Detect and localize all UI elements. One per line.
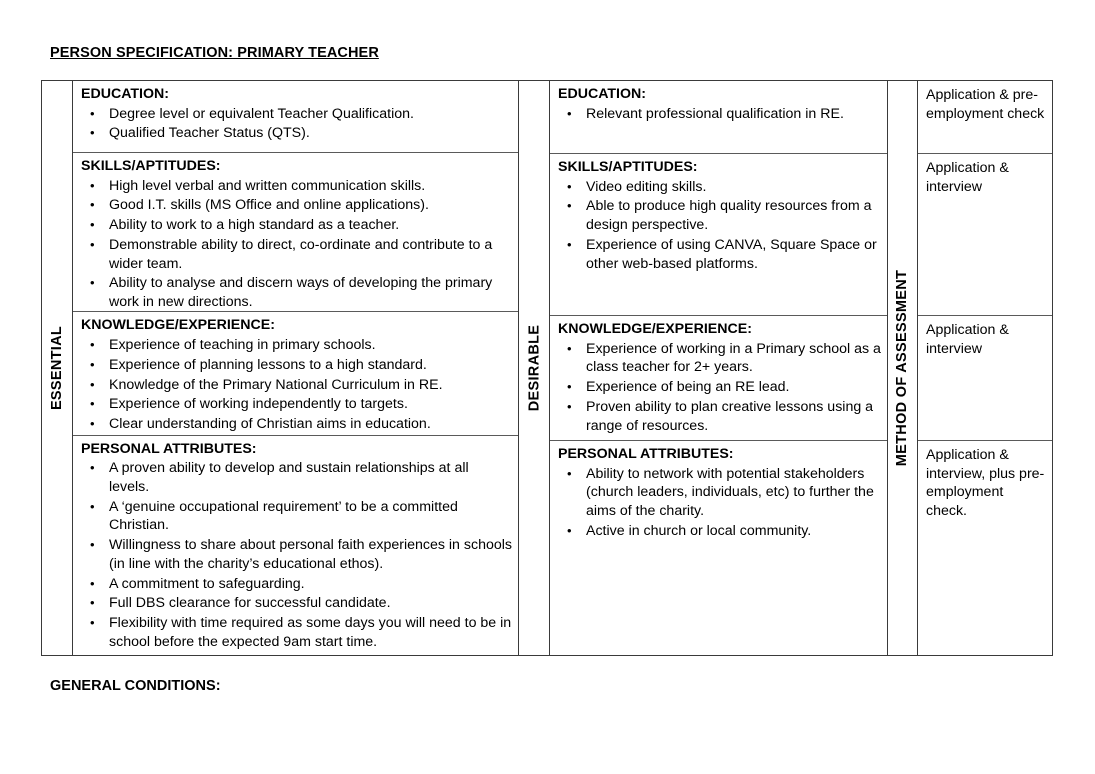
desirable-column-label: DESIRABLE	[526, 324, 542, 412]
desirable-skills-cell	[550, 154, 887, 316]
list-item: • Active in church or local community.	[558, 522, 881, 541]
section-heading-personal-essential: PERSONAL ATTRIBUTES:	[81, 440, 257, 457]
essential-personal-cell	[73, 436, 518, 655]
list-item: • Knowledge of the Primary National Curriculum in RE.	[81, 376, 512, 395]
list-item: • Experience of working independently to targets.	[81, 395, 512, 414]
assessment-method-text: Application & interview, plus pre-employment check.	[926, 447, 1045, 520]
list-item: • Full DBS clearance for successful candidate.	[81, 594, 512, 613]
list-item: • A proven ability to develop and sustain relationships at all levels.	[81, 459, 512, 496]
section-heading-knowledge-essential: KNOWLEDGE/EXPERIENCE:	[81, 317, 275, 334]
list-item: • A ‘genuine occupational requirement’ to be a committed Christian.	[81, 498, 512, 535]
list-item: • Experience of being an RE lead.	[558, 378, 881, 397]
assessment-education-cell	[918, 81, 1052, 154]
list-item: • Video editing skills.	[558, 178, 881, 197]
list-item: • Demonstrable ability to direct, co-ordinate and contribute to a wider team.	[81, 236, 512, 273]
list-item: • Ability to analyse and discern ways of developing the primary work in new directions.	[81, 274, 512, 311]
desirable-knowledge-list	[558, 340, 881, 436]
list-item: • Ability to work to a high standard as a teacher.	[81, 216, 512, 235]
list-item: • Ability to network with potential stakeholders (church leaders, individuals, etc) to further the aims of the charity.	[558, 465, 881, 521]
list-item: • Experience of using CANVA, Square Space or other web-based platforms.	[558, 236, 881, 273]
desirable-personal-list	[558, 465, 881, 541]
general-conditions-heading: GENERAL CONDITIONS:	[50, 678, 221, 694]
desirable-knowledge-cell	[550, 316, 887, 441]
assessment-personal-cell	[918, 441, 1052, 655]
essential-education-cell	[73, 81, 518, 153]
section-heading-education-essential: EDUCATION:	[81, 86, 170, 102]
page-title: PERSON SPECIFICATION: PRIMARY TEACHER	[50, 45, 379, 61]
section-heading-education-desirable: EDUCATION:	[558, 86, 647, 102]
method-of-assessment-column-label: METHOD OF ASSESSMENT	[894, 269, 911, 467]
section-heading-skills-essential: SKILLS/APTITUDES:	[81, 157, 221, 174]
list-item: • Qualified Teacher Status (QTS).	[81, 124, 512, 143]
essential-skills-cell	[73, 153, 518, 313]
person-specification-table	[41, 80, 1053, 656]
desirable-content-column	[550, 81, 888, 655]
essential-skills-list	[81, 177, 512, 312]
desirable-label-column	[519, 81, 550, 655]
method-of-assessment-label-column	[888, 81, 918, 655]
section-heading-skills-desirable: SKILLS/APTITUDES:	[558, 159, 698, 175]
desirable-personal-cell	[550, 441, 887, 655]
list-item: • Willingness to share about personal faith experiences in schools (in line with the charity’s educational ethos).	[81, 536, 512, 573]
essential-column-label: ESSENTIAL	[49, 325, 66, 411]
list-item: • Able to produce high quality resources from a design perspective.	[558, 197, 881, 234]
list-item: • A commitment to safeguarding.	[81, 575, 512, 594]
essential-label-column	[42, 81, 73, 655]
section-heading-knowledge-desirable: KNOWLEDGE/EXPERIENCE:	[558, 321, 752, 337]
list-item: • Experience of planning lessons to a high standard.	[81, 356, 512, 375]
essential-knowledge-cell	[73, 312, 518, 435]
section-heading-personal-desirable: PERSONAL ATTRIBUTES:	[558, 446, 734, 462]
desirable-education-list	[558, 105, 881, 124]
list-item: • Proven ability to plan creative lessons using a range of resources.	[558, 398, 881, 435]
essential-content-column	[73, 81, 519, 655]
assessment-method-text: Application & pre-employment check	[926, 87, 1045, 122]
list-item: • Experience of working in a Primary school as a class teacher for 2+ years.	[558, 340, 881, 377]
essential-personal-list	[81, 459, 512, 651]
list-item: • Experience of teaching in primary schools.	[81, 336, 512, 355]
desirable-skills-list	[558, 178, 881, 274]
list-item: • High level verbal and written communication skills.	[81, 177, 512, 196]
assessment-method-text: Application & interview	[926, 160, 1009, 195]
essential-education-list	[81, 105, 512, 143]
essential-knowledge-list	[81, 336, 512, 434]
list-item: • Relevant professional qualification in RE.	[558, 105, 881, 124]
assessment-method-text: Application & interview	[926, 322, 1009, 357]
assessment-content-column	[918, 81, 1052, 655]
assessment-skills-cell	[918, 154, 1052, 316]
desirable-education-cell	[550, 81, 887, 154]
list-item: • Clear understanding of Christian aims in education.	[81, 415, 512, 434]
list-item: • Degree level or equivalent Teacher Qualification.	[81, 105, 512, 124]
list-item: • Flexibility with time required as some days you will need to be in school before the expected 9am start time.	[81, 614, 512, 651]
list-item: • Good I.T. skills (MS Office and online applications).	[81, 196, 512, 215]
assessment-knowledge-cell	[918, 316, 1052, 441]
